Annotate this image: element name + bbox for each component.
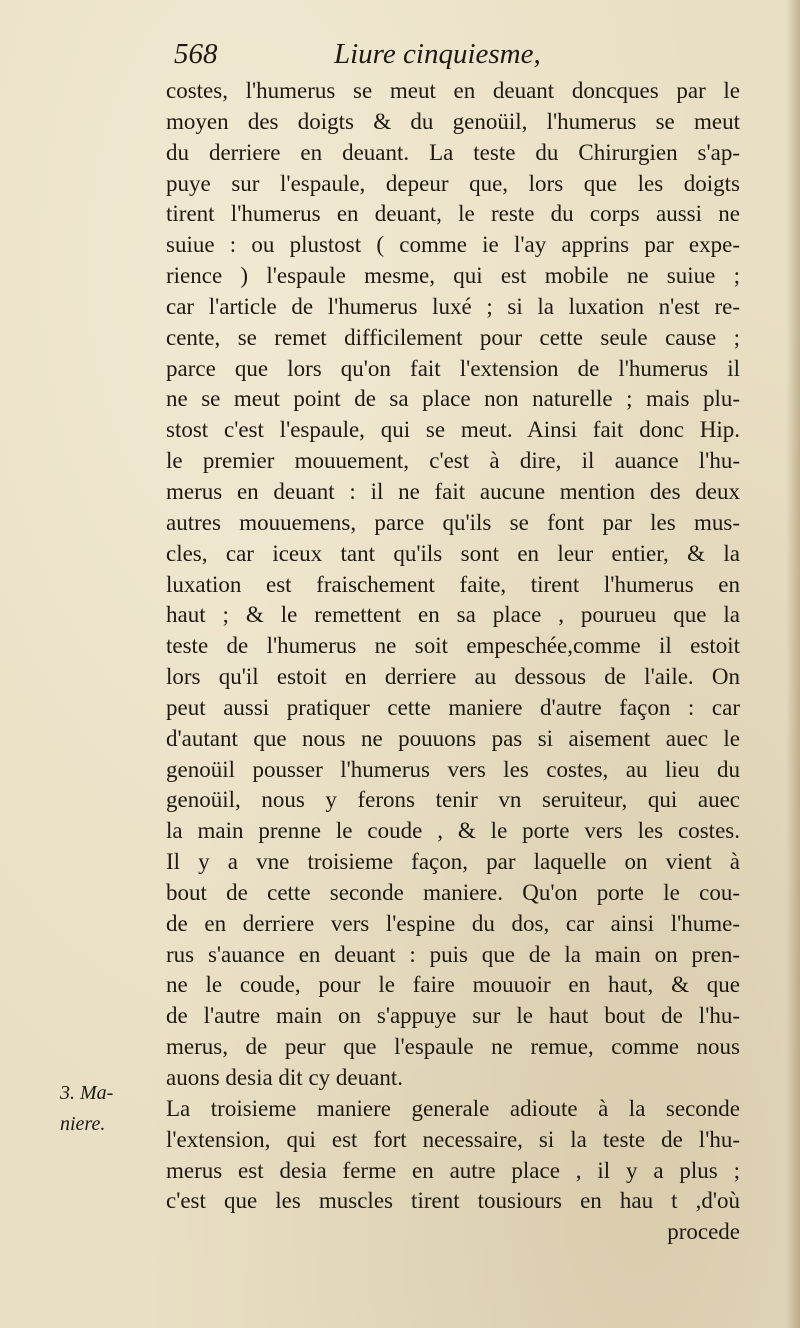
page-header xyxy=(174,38,734,78)
text-line: moyen des doigts & du genoüil, l'humerus se meut xyxy=(166,108,740,134)
page-number: 568 xyxy=(174,38,218,70)
text-line: bout de cette seconde maniere. Qu'on porte le cou- xyxy=(166,879,740,905)
text-line: costes, l'humerus se meut en deuant doncques par le xyxy=(166,78,740,103)
text-line: luxation est fraischement faite, tirent l'humerus en xyxy=(166,571,740,597)
text-line: genoüil pousser l'humerus vers les costes, au lieu du xyxy=(166,756,740,782)
text-line: rience ) l'espaule mesme, qui est mobile ne suiue ; xyxy=(166,263,740,289)
text-line: autres mouuemens, parce qu'ils se font par les mus- xyxy=(166,509,740,535)
text-line: du derriere en deuant. La teste du Chirurgien s'ap- xyxy=(166,139,740,165)
text-line: tirent l'humerus en deuant, le reste du corps aussi ne xyxy=(166,201,740,227)
text-line: le premier mouuement, c'est à dire, il auance l'hu- xyxy=(166,448,740,474)
text-line: d'autant que nous ne pouuons pas si aisement auec le xyxy=(166,725,740,751)
text-line: puye sur l'espaule, depeur que, lors que les doigts xyxy=(166,170,740,196)
text-line: teste de l'humerus ne soit empeschée,comme il estoit xyxy=(166,633,740,659)
text-line: peut aussi pratiquer cette maniere d'autre façon : car xyxy=(166,694,740,720)
text-line: c'est que les muscles tirent tousiours en hau t ,d'où xyxy=(166,1188,740,1214)
text-line: auons desia dit cy deuant. xyxy=(166,1065,403,1090)
text-line: cles, car iceux tant qu'ils sont en leur entier, & la xyxy=(166,540,740,566)
text-line: stost c'est l'espaule, qui se meut. Ainsi fait donc Hip. xyxy=(166,417,740,443)
text-line: merus, de peur que l'espaule ne remue, comme nous xyxy=(166,1034,740,1060)
text-line: car l'article de l'humerus luxé ; si la luxation n'est re- xyxy=(166,293,740,319)
text-line: parce que lors qu'on fait l'extension de l'humerus il xyxy=(166,355,740,381)
text-line: la main prenne le coude , & le porte vers les costes. xyxy=(166,818,740,844)
text-line: cente, se remet difficilement pour cette seule cause ; xyxy=(166,324,740,350)
text-line: suiue : ou plustost ( comme ie l'ay apprins par expe- xyxy=(166,232,740,258)
margin-note-line: niere. xyxy=(60,1112,106,1135)
text-line: haut ; & le remettent en sa place , pourueu que la xyxy=(166,602,740,628)
text-line: de en derriere vers l'espine du dos, car ainsi l'hume- xyxy=(166,910,740,936)
text-line: ne se meut point de sa place non naturelle ; mais plu- xyxy=(166,386,740,412)
text-line: Il y a vne troisieme façon, par laquelle on vient à xyxy=(166,849,740,875)
text-line: ne le coude, pour le faire mouuoir en haut, & que xyxy=(166,972,740,998)
margin-note-line: 3. Ma- xyxy=(60,1082,114,1104)
page-edge-shadow xyxy=(786,0,800,1328)
text-line: rus s'auance en deuant : puis que de la main on pren- xyxy=(166,941,740,967)
text-line: genoüil, nous y ferons tenir vn seruiteur, qui auec xyxy=(166,787,740,813)
text-line: de l'autre main on s'appuye sur le haut bout de l'hu- xyxy=(166,1003,740,1029)
running-title: Liure cinquiesme, xyxy=(334,38,541,70)
text-line: merus est desia ferme en autre place , il y a plus ; xyxy=(166,1157,740,1183)
text-line: La troisieme maniere generale adioute à la seconde xyxy=(166,1095,740,1121)
text-line: merus en deuant : il ne fait aucune mention des deux xyxy=(166,478,740,504)
text-line: lors qu'il estoit en derriere au dessous de l'aile. On xyxy=(166,664,740,690)
body-text xyxy=(166,76,740,1248)
margin-note xyxy=(60,1078,160,1140)
text-line: l'extension, qui est fort necessaire, si la teste de l'hu- xyxy=(166,1126,740,1152)
catchword: procede xyxy=(667,1219,740,1245)
